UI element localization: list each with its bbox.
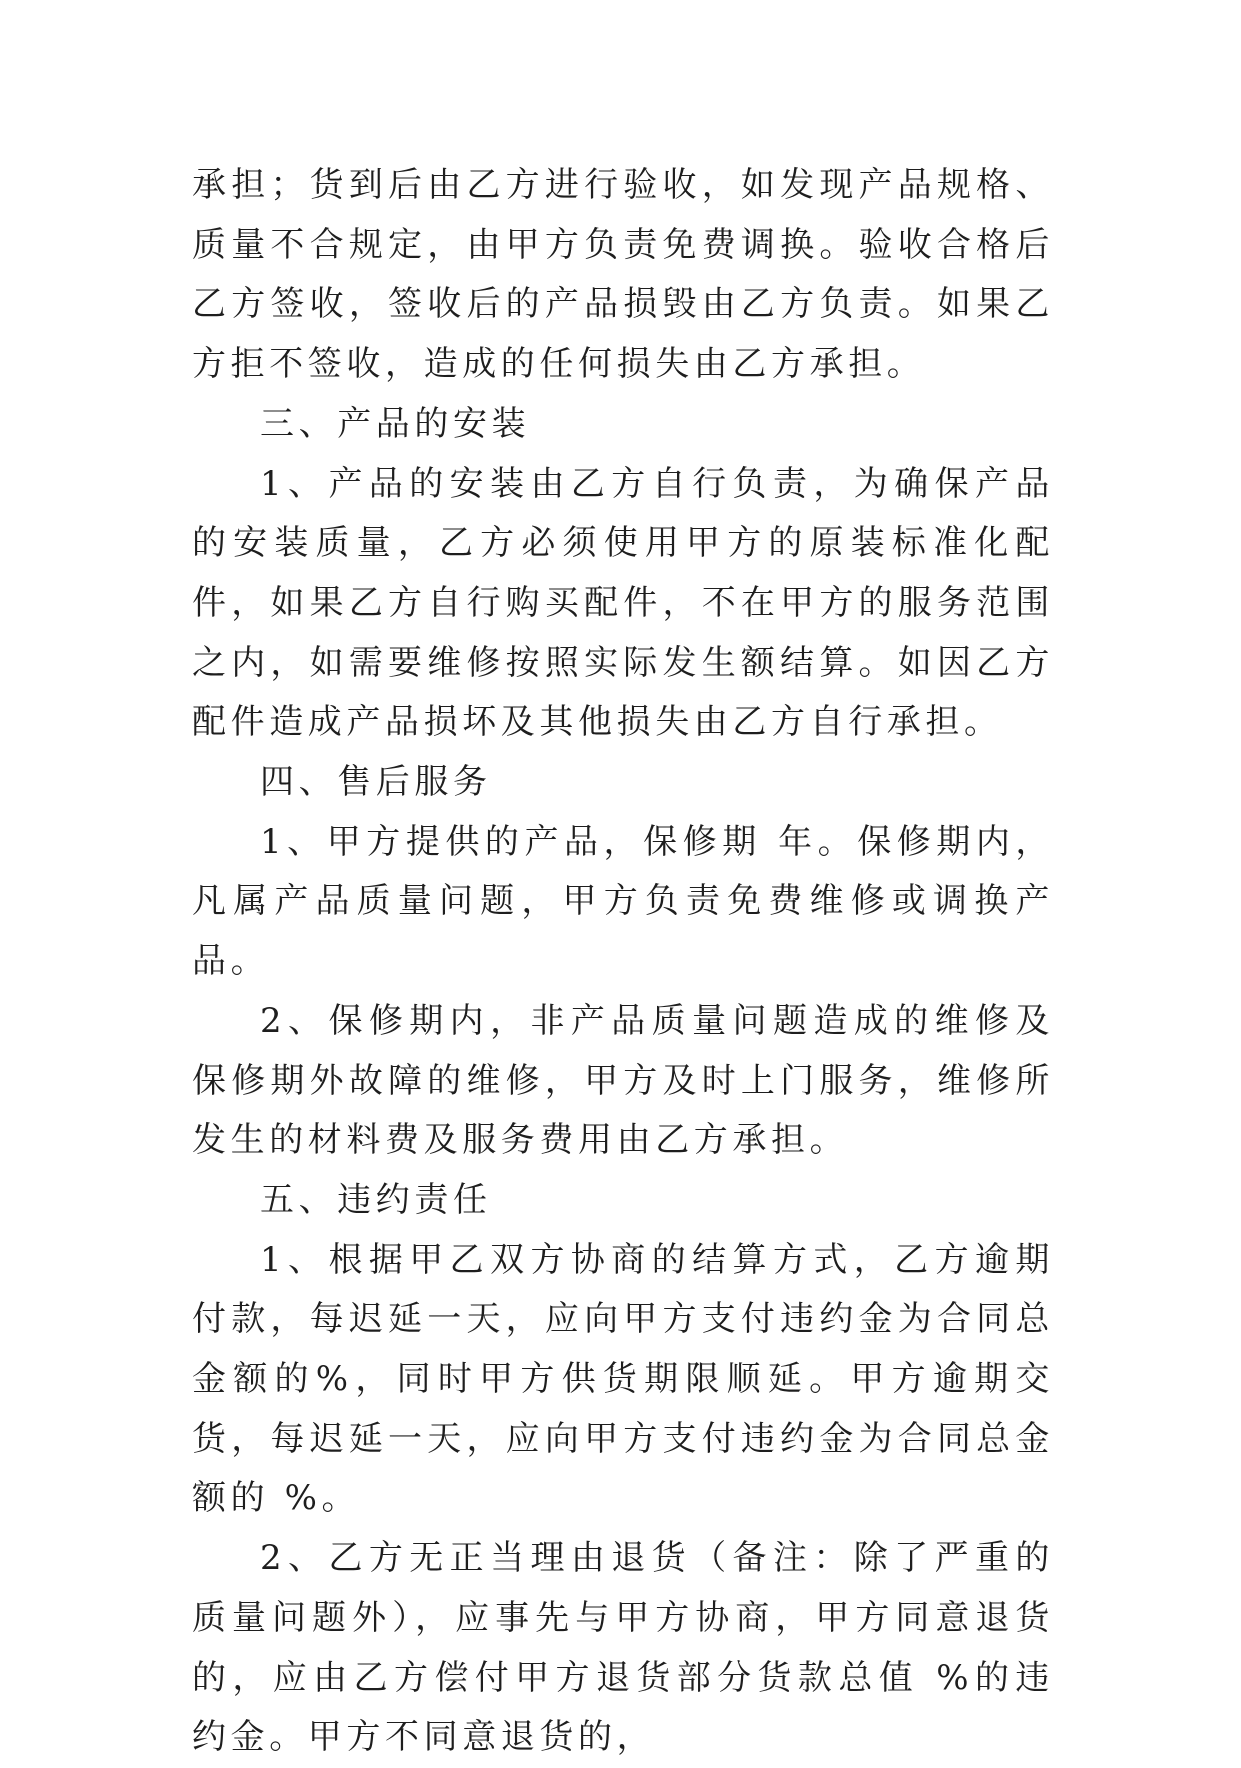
paragraph-delivery-acceptance: 承担；货到后由乙方进行验收，如发现产品规格、质量不合规定，由甲方负责免费调换。验收合格后乙方签收，签收后的产品损毁由乙方负责。如果乙方拒不签收，造成的任何损失由乙方承担。 xyxy=(192,165,1054,385)
paragraph-liability-1: 1、根据甲乙双方协商的结算方式，乙方逾期付款，每迟延一天，应向甲方支付违约金为合同总金额的%，同时甲方供货期限顺延。甲方逾期交货，每迟延一天，应向甲方支付违约金为合同总金额的 %。 xyxy=(192,1239,1054,1519)
document-body xyxy=(192,156,1054,1768)
paragraph-after-sales-2: 2、保修期内，非产品质量问题造成的维修及保修期外故障的维修，甲方及时上门服务，维修所发生的材料费及服务费用由乙方承担。 xyxy=(192,1000,1054,1161)
heading-installation: 三、产品的安装 xyxy=(260,403,531,444)
heading-liability: 五、违约责任 xyxy=(260,1179,492,1220)
paragraph-after-sales-1: 1、甲方提供的产品，保修期 年。保修期内，凡属产品质量问题，甲方负责免费维修或调换产品。 xyxy=(192,821,1054,982)
paragraph-installation-1: 1、产品的安装由乙方自行负责，为确保产品的安装质量，乙方必须使用甲方的原装标准化配件，如果乙方自行购买配件，不在甲方的服务范围之内，如需要维修按照实际发生额结算。如因乙方配件造成产品损坏及其他损失由乙方自行承担。 xyxy=(192,463,1054,743)
heading-after-sales: 四、售后服务 xyxy=(260,762,492,803)
paragraph-liability-2: 2、乙方无正当理由退货（备注：除了严重的质量问题外），应事先与甲方协商，甲方同意退货的，应由乙方偿付甲方退货部分货款总值 %的违约金。甲方不同意退货的， xyxy=(192,1538,1054,1758)
